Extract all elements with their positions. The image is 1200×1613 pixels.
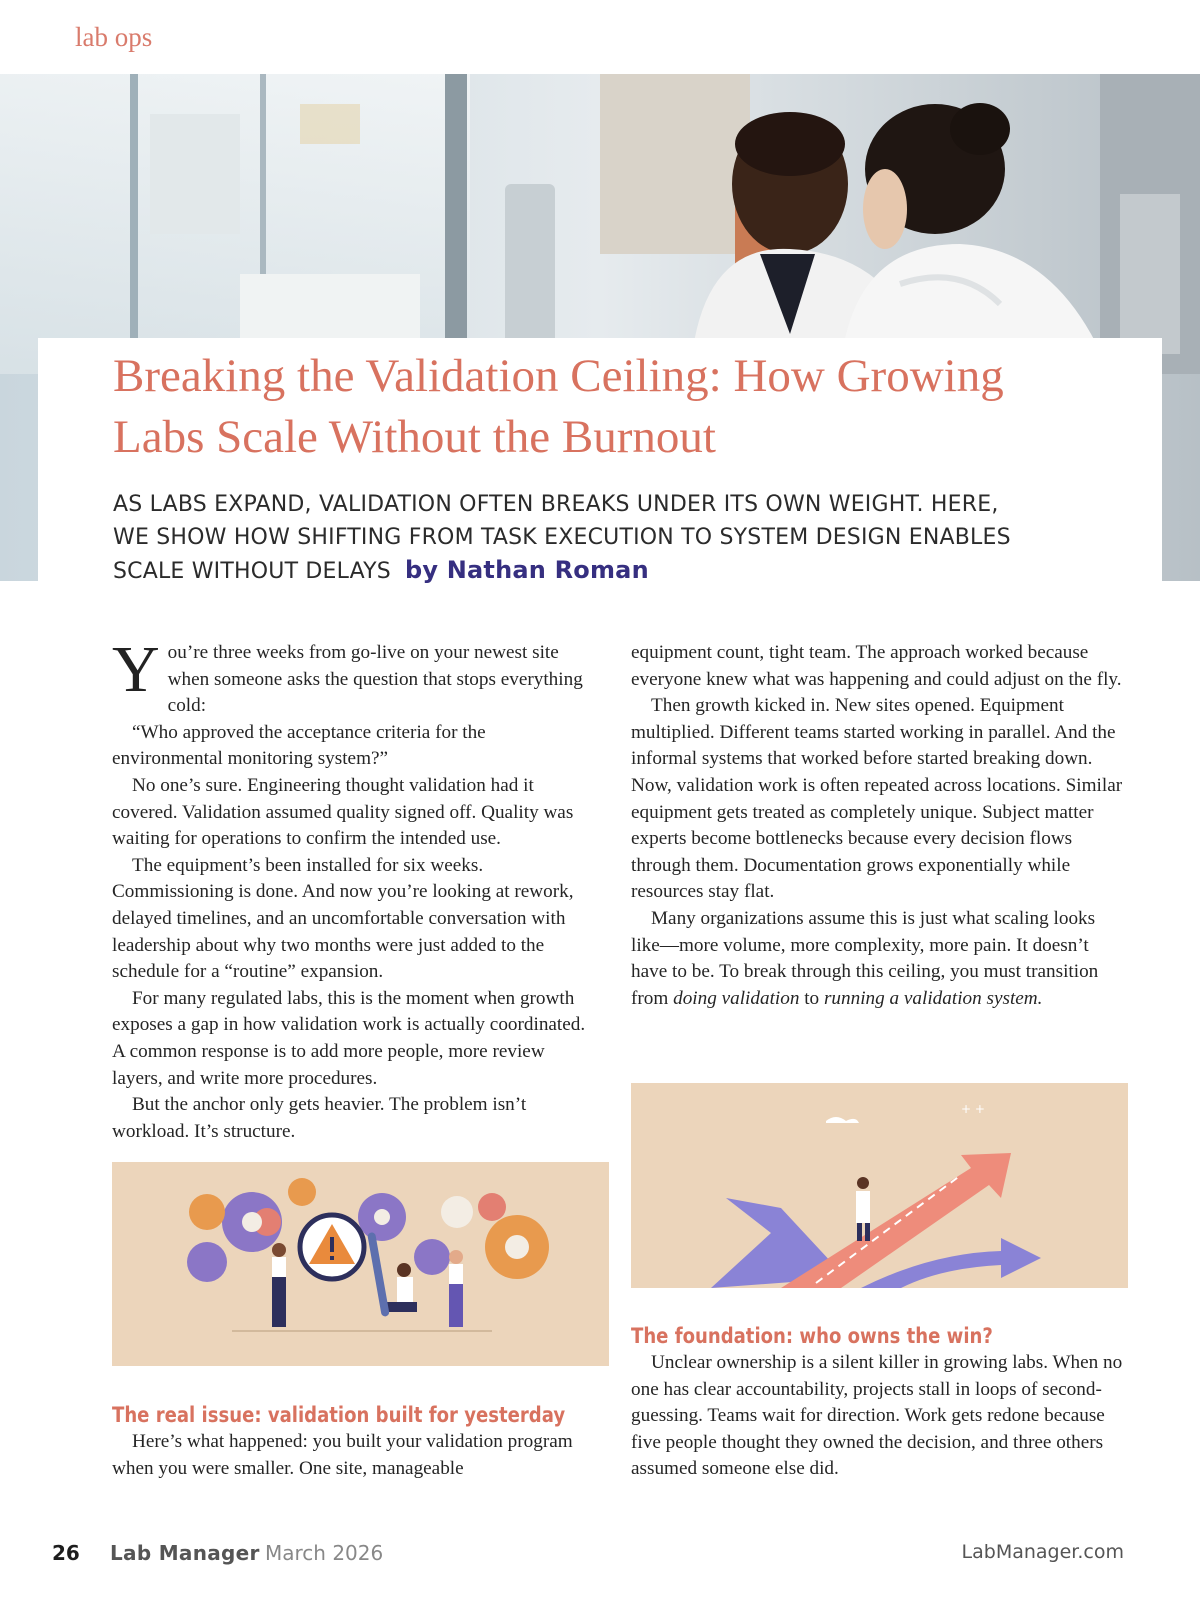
right-column — [631, 640, 1123, 1012]
paragraph: But the anchor only gets heavier. The problem isn’t workload. It’s structure. — [112, 1094, 527, 1142]
left-column — [112, 633, 598, 1145]
paragraph — [112, 633, 598, 720]
deck-line-2: WE SHOW HOW SHIFTING FROM TASK EXECUTION TO SYSTEM DESIGN ENABLES — [113, 525, 1011, 550]
page-number: 26 — [52, 1541, 80, 1565]
article-deck — [113, 488, 1133, 588]
gears-illustration — [112, 1162, 609, 1366]
paragraph: No one’s sure. Engineering thought validation had it covered. Validation assumed quality signed off. Quality was waiting for operations to confirm the intended use. — [112, 774, 574, 850]
deck-line-3: SCALE WITHOUT DELAYS — [113, 559, 391, 584]
crossroads-illustration — [631, 1083, 1128, 1288]
section-label: lab ops — [75, 22, 153, 52]
website-link[interactable]: LabManager.com — [961, 1541, 1124, 1563]
paragraph: For many regulated labs, this is the moment when growth exposes a gap in how validation work is actually coordinated. A common response is to add more people, more review layers, and write more procedures. — [112, 987, 586, 1089]
title-line-1: Breaking the Validation Ceiling: How Growing — [113, 350, 1004, 402]
paragraph: equipment count, tight team. The approach worked because everyone knew what was happening and could adjust on the fly. — [631, 642, 1122, 690]
byline: by Nathan Roman — [404, 556, 649, 584]
article-title — [113, 346, 1113, 468]
right-column-lower — [631, 1322, 1123, 1483]
drop-cap: Y — [112, 633, 160, 706]
deck-line-1: AS LABS EXPAND, VALIDATION OFTEN BREAKS UNDER ITS OWN WEIGHT. HERE, — [113, 492, 999, 517]
paragraph: Unclear ownership is a silent killer in growing labs. When no one has clear accountability, projects stall in loops of second-guessing. Teams wait for direction. Work gets redone because five people thought they owned the decision, and three others assumed someone else did. — [631, 1352, 1123, 1480]
emphasis: running a validation system. — [823, 987, 1043, 1009]
svg-text:+ +: + + — [961, 1102, 985, 1116]
publication-name: Lab Manager — [110, 1541, 260, 1565]
subhead-foundation: The foundation: who owns the win? — [631, 1324, 993, 1348]
page-footer — [0, 1541, 1200, 1571]
emphasis: doing validation — [673, 987, 800, 1009]
subhead-real-issue: The real issue: validation built for yesterday — [112, 1403, 566, 1427]
issue-date: March 2026 — [265, 1541, 384, 1565]
paragraph — [631, 906, 1123, 1012]
paragraph: Here’s what happened: you built your validation program when you were smaller. One site, manageable — [112, 1431, 573, 1479]
paragraph-text: ou’re three weeks from go-live on your newest site when someone asks the question that stops everything cold: — [167, 642, 583, 717]
paragraph: “Who approved the acceptance criteria for the environmental monitoring system?” — [112, 721, 486, 770]
paragraph-text: to — [799, 987, 824, 1009]
paragraph-text: Many organizations assume this is just what scaling looks like—more volume, more complexity, more pain. It doesn’t have to be. To break through this ceiling, you must transition from — [631, 907, 1099, 1009]
paragraph: Then growth kicked in. New sites opened. Equipment multiplied. Different teams started working in parallel. And the informal systems that worked before started breaking down. Now, validation work is often repeated across locations. Similar equipment gets treated as completely unique. Subject matter experts become bottlenecks because every decision flows through them. Documentation grows exponentially while resources stay flat. — [631, 695, 1123, 903]
paragraph: The equipment’s been installed for six weeks. Commissioning is done. And now you’re looking at rework, delayed timelines, and an uncomfortable conversation with leadership about why two months were just added to the schedule for a “routine” expansion. — [112, 854, 574, 983]
title-line-2: Labs Scale Without the Burnout — [113, 411, 716, 463]
title-box — [38, 338, 1162, 584]
left-column-lower — [112, 1401, 598, 1482]
